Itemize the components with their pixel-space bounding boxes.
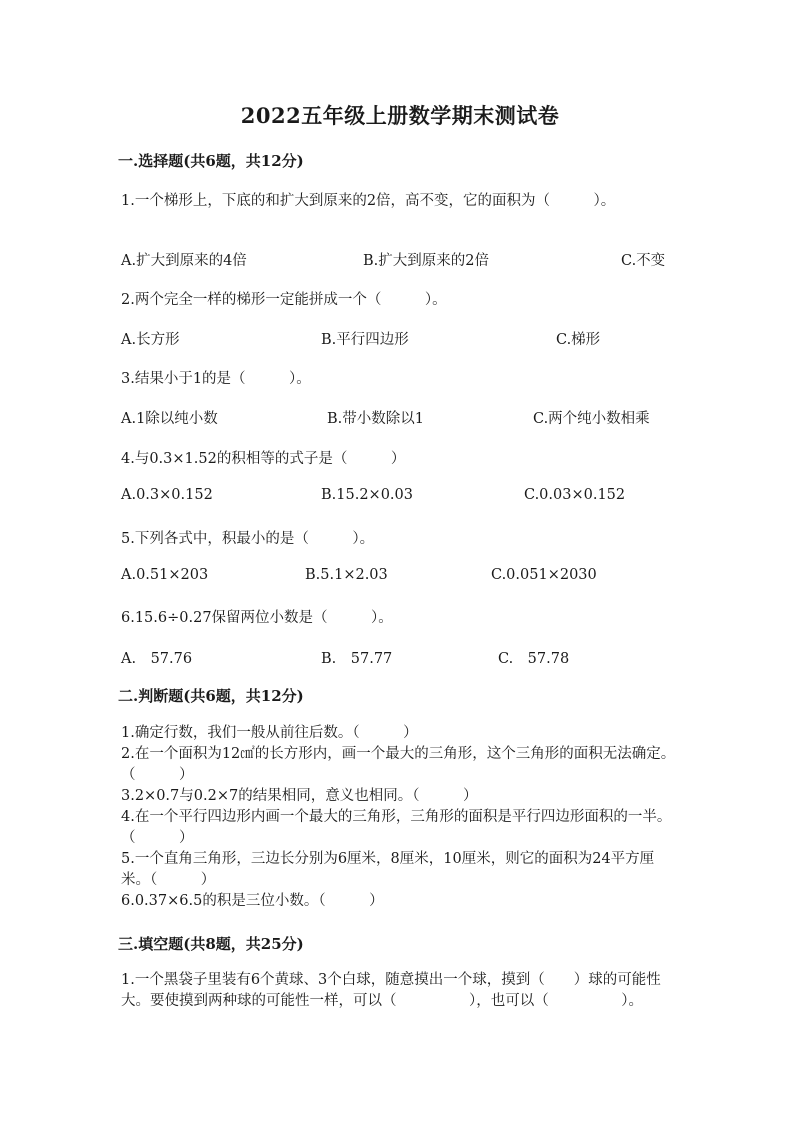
option-c: C.不变 bbox=[621, 253, 666, 269]
option-c: C. 57.78 bbox=[498, 651, 570, 667]
option-b: B.平行四边形 bbox=[321, 332, 409, 348]
judge-item: 6.0.37×6.5的积是三位小数。（ ） bbox=[121, 893, 384, 909]
option-a: A.1除以纯小数 bbox=[121, 411, 218, 427]
option-b: B.5.1×2.03 bbox=[305, 567, 388, 583]
option-c: C.0.051×2030 bbox=[491, 567, 597, 583]
option-b: B.扩大到原来的2倍 bbox=[363, 253, 489, 269]
question-stem: 1.一个梯形上，下底的和扩大到原来的2倍，高不变，它的面积为（ ）。 bbox=[121, 193, 616, 209]
section-heading-judge: 二.判断题(共6题，共12分) bbox=[118, 687, 304, 705]
question-stem: 4.与0.3×1.52的积相等的式子是（ ） bbox=[121, 451, 406, 467]
judge-item: 4.在一个平行四边形内画一个最大的三角形，三角形的面积是平行四边形面积的一半。（ ） bbox=[121, 809, 672, 846]
judge-item: 2.在一个面积为12㎠的长方形内，画一个最大的三角形，这个三角形的面积无法确定。（ ） bbox=[121, 746, 676, 783]
section-heading-choice: 一.选择题(共6题，共12分) bbox=[118, 152, 304, 170]
option-c: C.0.03×0.152 bbox=[524, 487, 626, 503]
option-b: B.15.2×0.03 bbox=[321, 487, 413, 503]
judge-item: 5.一个直角三角形，三边长分别为6厘米，8厘米，10厘米，则它的面积为24平方厘米。（ ） bbox=[121, 851, 655, 888]
fill-item: 1.一个黑袋子里装有6个黄球、3个白球，随意摸出一个球，摸到（ ）球的可能性大。要使摸到两种球的可能性一样，可以（ ），也可以（ ）。 bbox=[121, 972, 661, 1009]
question-stem: 6.15.6÷0.27保留两位小数是（ ）。 bbox=[121, 610, 393, 626]
option-b: B.带小数除以1 bbox=[327, 411, 424, 427]
option-a: A.0.3×0.152 bbox=[121, 487, 213, 503]
option-c: C.两个纯小数相乘 bbox=[533, 411, 650, 427]
judge-item: 1.确定行数，我们一般从前往后数。（ ） bbox=[121, 725, 418, 741]
question-stem: 3.结果小于1的是（ ）。 bbox=[121, 371, 311, 387]
option-c: C.梯形 bbox=[556, 332, 601, 348]
option-a: A.0.51×203 bbox=[121, 567, 209, 583]
option-a: A. 57.76 bbox=[121, 651, 193, 667]
option-a: A.扩大到原来的4倍 bbox=[121, 253, 247, 269]
option-b: B. 57.77 bbox=[321, 651, 393, 667]
question-stem: 5.下列各式中，积最小的是（ ）。 bbox=[121, 531, 375, 547]
section-heading-fill: 三.填空题(共8题，共25分) bbox=[118, 935, 304, 953]
question-stem: 2.两个完全一样的梯形一定能拼成一个（ ）。 bbox=[121, 292, 447, 308]
option-a: A.长方形 bbox=[121, 332, 180, 348]
judge-item: 3.2×0.7与0.2×7的结果相同，意义也相同。（ ） bbox=[121, 788, 478, 804]
page-title: 2022五年级上册数学期末测试卷 bbox=[240, 103, 560, 128]
